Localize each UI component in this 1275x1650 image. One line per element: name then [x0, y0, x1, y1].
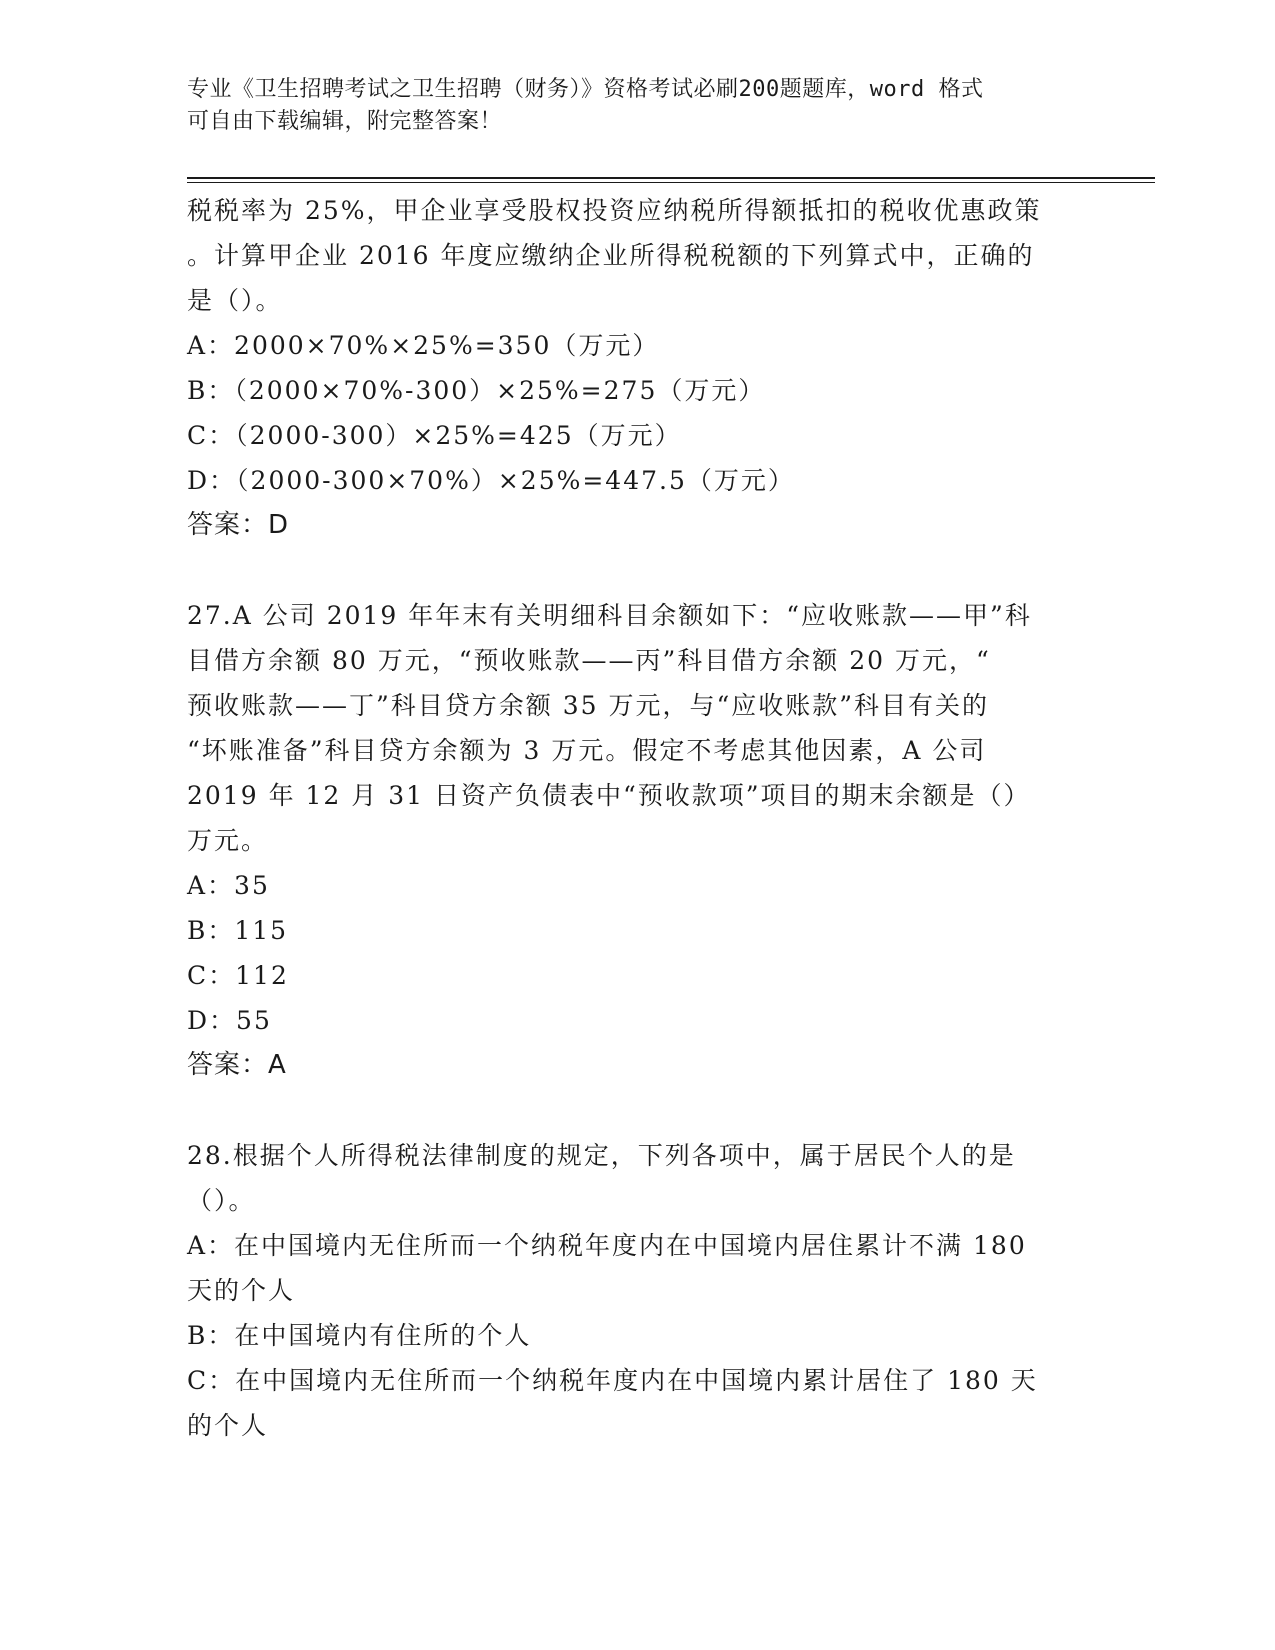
- question-stem-line: （）。: [187, 1186, 256, 1215]
- question-stem-line: 。计算甲企业 2016 年度应缴纳企业所得税税额的下列算式中，正确的: [187, 241, 1035, 270]
- option-c: C：（2000-300）×25%=425（万元）: [187, 421, 682, 450]
- option-a-continued: 天的个人: [187, 1276, 296, 1305]
- option-b: B：（2000×70%-300）×25%=275（万元）: [187, 376, 766, 405]
- header-title-line-1: 专业《卫生招聘考试之卫生招聘（财务）》资格考试必刷200题题库，word 格式: [187, 77, 984, 102]
- header-rule-thin: [187, 182, 1155, 183]
- option-b: B：在中国境内有住所的个人: [187, 1321, 532, 1350]
- spacer: [187, 1088, 1087, 1133]
- option-b: B：115: [187, 916, 289, 945]
- question-27: [187, 593, 1087, 1088]
- answer-line: 答案：D: [187, 510, 290, 540]
- option-c-continued: 的个人: [187, 1411, 269, 1440]
- option-a: A：2000×70%×25%=350（万元）: [187, 331, 660, 360]
- question-content: [187, 188, 1087, 1448]
- question-stem-line: 27.A 公司 2019 年年末有关明细科目余额如下：“应收账款——甲”科: [187, 601, 1032, 630]
- header-rule-thick: [187, 177, 1155, 179]
- option-a: A：在中国境内无住所而一个纳税年度内在中国境内居住累计不满 180: [187, 1231, 1027, 1260]
- answer-line: 答案：A: [187, 1050, 287, 1080]
- question-stem-line: 2019 年 12 月 31 日资产负债表中“预收款项”项目的期末余额是（）: [187, 781, 1031, 810]
- option-a: A：35: [187, 871, 270, 900]
- question-stem-line: 税税率为 25%，甲企业享受股权投资应纳税所得额抵扣的税收优惠政策: [187, 196, 1042, 225]
- question-stem-line: 万元。: [187, 826, 269, 855]
- question-stem-line: 预收账款——丁”科目贷方余额 35 万元，与“应收账款”科目有关的: [187, 691, 990, 720]
- question-stem-line: “坏账准备”科目贷方余额为 3 万元。假定不考虑其他因素，A 公司: [187, 736, 987, 765]
- question-stem-line: 28.根据个人所得税法律制度的规定，下列各项中，属于居民个人的是: [187, 1141, 1016, 1170]
- option-d: D：（2000-300×70%）×25%=447.5（万元）: [187, 466, 795, 495]
- option-c: C：112: [187, 961, 289, 990]
- option-c: C：在中国境内无住所而一个纳税年度内在中国境内累计居住了 180 天: [187, 1366, 1038, 1395]
- page-header: [187, 74, 1087, 138]
- question-stem-line: 目借方余额 80 万元，“预收账款——丙”科目借方余额 20 万元，“: [187, 646, 991, 675]
- option-d: D：55: [187, 1006, 272, 1035]
- question-stem-line: 是（）。: [187, 286, 283, 315]
- question-28: [187, 1133, 1087, 1448]
- spacer: [187, 548, 1087, 593]
- header-title-line-2: 可自由下载编辑，附完整答案！: [187, 109, 503, 134]
- question-26: [187, 188, 1087, 548]
